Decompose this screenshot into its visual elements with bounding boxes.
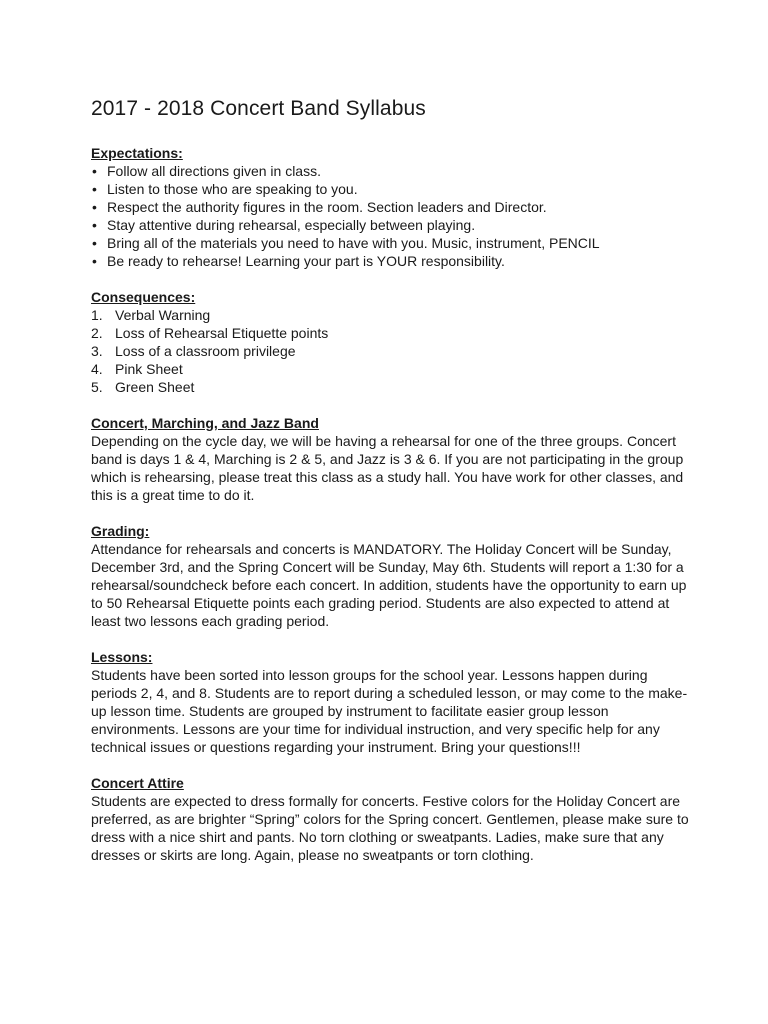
list-item (91, 378, 691, 396)
list-number: 4. (91, 361, 103, 377)
list-item-text: Verbal Warning (115, 307, 211, 323)
list-item (91, 342, 691, 360)
expectations-list (91, 162, 691, 270)
bullet-marker: • (92, 253, 97, 269)
bullet-marker: • (92, 163, 97, 179)
groups-body: Depending on the cycle day, we will be having a rehearsal for one of the three groups. Concert band is days 1 & 4, Marching is 2 & 5, and Jazz is 3 & 6. If you are not participating in the group which is rehearsing, please treat this class as a study hall. You have work for other classes, and this is a great time to do it. (91, 433, 684, 503)
consequences-heading: Consequences: (91, 289, 196, 305)
list-item (91, 360, 691, 378)
attire-heading: Concert Attire (91, 775, 184, 791)
attire-section (91, 774, 691, 864)
expectations-section (91, 144, 691, 270)
list-number: 2. (91, 325, 103, 341)
list-item-text: Loss of Rehearsal Etiquette points (115, 325, 329, 341)
bullet-marker: • (92, 181, 97, 197)
lessons-heading: Lessons: (91, 649, 153, 665)
consequences-section (91, 288, 691, 396)
list-item-text: Bring all of the materials you need to have with you. Music, instrument, PENCIL (107, 235, 600, 251)
list-item-text: Be ready to rehearse! Learning your part is YOUR responsibility. (107, 253, 505, 269)
bullet-marker: • (92, 217, 97, 233)
list-item-text: Follow all directions given in class. (107, 163, 321, 179)
list-item-text: Green Sheet (115, 379, 195, 395)
grading-heading: Grading: (91, 523, 150, 539)
list-item (91, 216, 691, 234)
list-number: 1. (91, 307, 103, 323)
list-item (91, 180, 691, 198)
grading-section (91, 522, 691, 630)
bullet-marker: • (92, 235, 97, 251)
list-item-text: Listen to those who are speaking to you. (107, 181, 358, 197)
list-number: 3. (91, 343, 103, 359)
list-number: 5. (91, 379, 103, 395)
list-item-text: Pink Sheet (115, 361, 183, 377)
groups-heading: Concert, Marching, and Jazz Band (91, 415, 319, 431)
list-item (91, 252, 691, 270)
list-item (91, 198, 691, 216)
expectations-heading: Expectations: (91, 145, 183, 161)
page-title: 2017 - 2018 Concert Band Syllabus (91, 97, 426, 120)
grading-body: Attendance for rehearsals and concerts is MANDATORY. The Holiday Concert will be Sunday, December 3rd, and the Spring Concert will be Sunday, May 6th. Students will report a 1:30 for a rehearsal/soundcheck before each concert. In addition, students have the opportunity to earn up to 50 Rehearsal Etiquette points each grading period. Students are also expected to attend at least two lessons each grading period. (91, 541, 687, 629)
list-item (91, 234, 691, 252)
consequences-list (91, 306, 691, 396)
bullet-marker: • (92, 199, 97, 215)
groups-section (91, 414, 691, 504)
list-item (91, 306, 691, 324)
list-item-text: Loss of a classroom privilege (115, 343, 296, 359)
list-item (91, 324, 691, 342)
list-item-text: Respect the authority figures in the room. Section leaders and Director. (107, 199, 547, 215)
lessons-section (91, 648, 691, 756)
syllabus-page (91, 96, 691, 882)
list-item (91, 162, 691, 180)
list-item-text: Stay attentive during rehearsal, especially between playing. (107, 217, 476, 233)
attire-body: Students are expected to dress formally for concerts. Festive colors for the Holiday Concert are preferred, as are brighter “Spring” colors for the Spring concert. Gentlemen, please make sure to dress with a nice shirt and pants. No torn clothing or sweatpants. Ladies, make sure that any dresses or skirts are long. Again, please no sweatpants or torn clothing. (91, 793, 689, 863)
lessons-body: Students have been sorted into lesson groups for the school year. Lessons happen during periods 2, 4, and 8. Students are to report during a scheduled lesson, or may come to the make-up lesson time. Students are grouped by instrument to facilitate easier group lesson environments. Lessons are your time for individual instruction, and very specific help for any technical issues or questions regarding your instrument. Bring your questions!!! (91, 667, 688, 755)
